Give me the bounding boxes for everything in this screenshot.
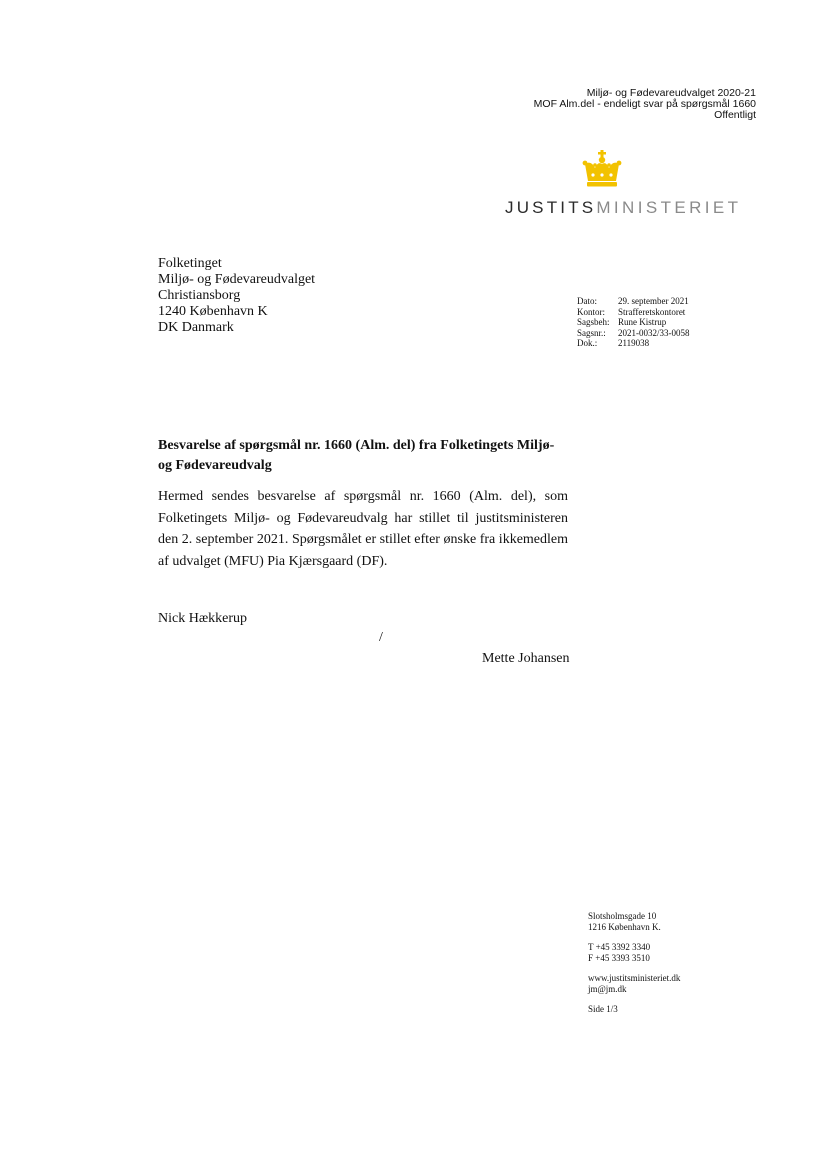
footer-fax: F +45 3393 3510: [588, 952, 650, 963]
meta-label: Sagsnr.:: [577, 327, 606, 338]
meta-value: 2021-0032/33-0058: [618, 327, 690, 338]
meta-label: Sagsbeh:: [577, 317, 610, 327]
meta-value: Strafferetskontoret: [618, 306, 686, 317]
ministry-logo: [500, 150, 742, 220]
ministry-contact-footer: [588, 911, 680, 1015]
wordmark-part-ministeriet: MINISTERIET: [596, 198, 742, 217]
meta-label: Dato:: [577, 296, 597, 306]
case-metadata: [577, 296, 690, 349]
signature-official: Mette Johansen: [482, 651, 570, 666]
footer-email: jm@jm.dk: [588, 983, 627, 994]
document-stamp: [534, 88, 756, 121]
meta-row-document: [577, 338, 690, 349]
crown-icon: [581, 150, 623, 190]
letter-subject: Besvarelse af spørgsmål nr. 1660 (Alm. del) fra Folketingets Miljø- og Fødevareudvalg: [158, 438, 555, 473]
meta-label: Kontor:: [577, 306, 605, 317]
signature-minister: Nick Hækkerup: [158, 611, 248, 626]
meta-value: 29. september 2021: [618, 296, 689, 306]
ministry-wordmark: [505, 198, 741, 218]
recipient-line: Christiansborg: [158, 288, 241, 303]
footer-address-street: Slotsholmsgade 10: [588, 911, 657, 921]
recipient-line: Folketinget: [158, 256, 222, 271]
stamp-status: Offentligt: [714, 109, 756, 121]
letter-body: Hermed sendes besvarelse af spørgsmål nr. 1660 (Alm. del), som Folketingets Miljø- og Fødevareudvalg har stillet til justitsministeren den 2. september 2021. Spørgsmålet er stillet efter ønske fra ikkemedlem af udvalget (MFU) Pia Kjærsgaard (DF).: [158, 489, 568, 569]
meta-row-date: [577, 296, 690, 307]
meta-label: Dok.:: [577, 338, 598, 348]
page-number: Side 1/3: [588, 1004, 618, 1014]
footer-phone: T +45 3392 3340: [588, 942, 651, 952]
stamp-committee: Miljø- og Fødevareudvalget 2020-21: [586, 87, 756, 99]
signature-separator: /: [379, 630, 383, 645]
meta-value: Rune Kistrup: [618, 317, 667, 327]
wordmark-part-justits: JUSTITS: [505, 198, 597, 217]
meta-value: 2119038: [618, 338, 650, 348]
recipient-line: DK Danmark: [158, 320, 234, 335]
recipient-address: [158, 256, 315, 336]
stamp-reference: MOF Alm.del - endeligt svar på spørgsmål 1660: [533, 98, 756, 110]
meta-row-case-number: [577, 328, 690, 339]
meta-row-handler: [577, 317, 690, 328]
footer-address-city: 1216 København K.: [588, 921, 661, 932]
recipient-line: 1240 København K: [158, 304, 268, 319]
recipient-line: Miljø- og Fødevareudvalget: [158, 272, 316, 287]
footer-website: www.justitsministeriet.dk: [588, 973, 681, 983]
meta-row-office: [577, 307, 690, 318]
